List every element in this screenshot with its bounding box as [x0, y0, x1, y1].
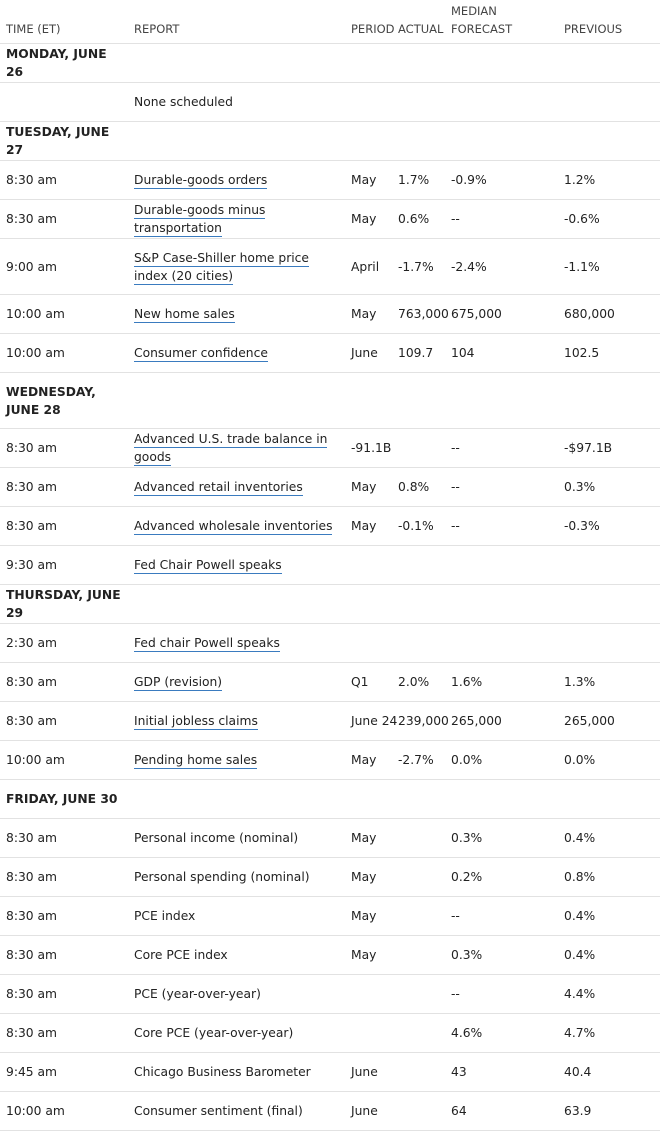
table-row: [0, 1053, 660, 1092]
period-cell: May: [345, 161, 396, 200]
time-cell: 8:30 am: [0, 702, 128, 741]
time-cell: 8:30 am: [0, 161, 128, 200]
previous-cell: -$97.1B: [558, 429, 660, 468]
table-row: [0, 1014, 660, 1053]
report-link[interactable]: Pending home sales: [134, 753, 258, 767]
actual-cell: -0.1%: [396, 507, 449, 546]
table-row: [0, 858, 660, 897]
report-link[interactable]: Durable-goods orders: [134, 173, 268, 187]
empty-cell: [128, 780, 345, 819]
period-cell: -91.1B: [345, 429, 396, 468]
forecast-cell: 64: [449, 1092, 558, 1131]
actual-cell: [396, 429, 449, 468]
previous-cell: 40.4: [558, 1053, 660, 1092]
forecast-cell: 0.3%: [449, 936, 558, 975]
period-cell: May: [345, 741, 396, 780]
forecast-cell: 43: [449, 1053, 558, 1092]
report-cell: [128, 334, 345, 373]
period-cell: May: [345, 295, 396, 334]
empty-cell: [345, 122, 396, 161]
period-cell: [345, 975, 396, 1014]
empty-cell: [449, 780, 558, 819]
table-row: [0, 468, 660, 507]
time-cell: 8:30 am: [0, 897, 128, 936]
empty-cell: [558, 780, 660, 819]
forecast-cell: 0.0%: [449, 741, 558, 780]
report-cell: [128, 295, 345, 334]
table-row: [0, 200, 660, 239]
table-row: [0, 936, 660, 975]
actual-cell: -2.7%: [396, 741, 449, 780]
actual-cell: [396, 897, 449, 936]
report-cell: [128, 702, 345, 741]
report-cell: [128, 1092, 345, 1131]
forecast-cell: --: [449, 507, 558, 546]
previous-cell: 680,000: [558, 295, 660, 334]
report-cell: [128, 936, 345, 975]
table-row: [0, 624, 660, 663]
report-cell: [128, 624, 345, 663]
time-cell: 10:00 am: [0, 334, 128, 373]
time-cell: 2:30 am: [0, 624, 128, 663]
report-name: Core PCE (year-over-year): [134, 1026, 294, 1040]
report-cell: [128, 429, 345, 468]
time-cell: 9:30 am: [0, 546, 128, 585]
period-cell: May: [345, 507, 396, 546]
period-cell: June: [345, 1053, 396, 1092]
table-row: [0, 83, 660, 122]
report-name: Personal income (nominal): [134, 831, 299, 845]
actual-cell: [396, 83, 449, 122]
empty-cell: [128, 44, 345, 83]
day-label: MONDAY, JUNE 26: [0, 44, 128, 83]
calendar-body: [0, 44, 660, 1131]
table-row: [0, 1092, 660, 1131]
forecast-cell: [449, 83, 558, 122]
report-link[interactable]: Durable-goods minus transportation: [134, 203, 266, 235]
report-link[interactable]: Advanced wholesale inventories: [134, 519, 333, 533]
table-row: [0, 161, 660, 200]
report-cell: [128, 663, 345, 702]
actual-cell: 0.6%: [396, 200, 449, 239]
empty-cell: [449, 44, 558, 83]
report-name: None scheduled: [134, 95, 233, 109]
time-cell: 10:00 am: [0, 1092, 128, 1131]
report-cell: [128, 239, 345, 295]
report-name: Personal spending (nominal): [134, 870, 310, 884]
report-cell: [128, 507, 345, 546]
actual-cell: [396, 1014, 449, 1053]
previous-cell: 0.0%: [558, 741, 660, 780]
time-cell: 8:30 am: [0, 468, 128, 507]
actual-cell: [396, 1092, 449, 1131]
day-label: WEDNESDAY, JUNE 28: [0, 373, 128, 429]
previous-cell: 102.5: [558, 334, 660, 373]
empty-cell: [345, 585, 396, 624]
time-cell: 8:30 am: [0, 975, 128, 1014]
empty-cell: [449, 122, 558, 161]
table-row: [0, 507, 660, 546]
table-row: [0, 239, 660, 295]
time-cell: 8:30 am: [0, 1014, 128, 1053]
day-header-row: [0, 122, 660, 161]
report-cell: [128, 468, 345, 507]
report-name: PCE (year-over-year): [134, 987, 261, 1001]
report-name: PCE index: [134, 909, 196, 923]
day-header-row: [0, 44, 660, 83]
forecast-cell: --: [449, 975, 558, 1014]
period-cell: [345, 1014, 396, 1053]
forecast-cell: 0.3%: [449, 819, 558, 858]
actual-cell: 0.8%: [396, 468, 449, 507]
table-row: [0, 702, 660, 741]
actual-cell: 763,000: [396, 295, 449, 334]
forecast-cell: 675,000: [449, 295, 558, 334]
actual-cell: [396, 858, 449, 897]
empty-cell: [558, 44, 660, 83]
empty-cell: [345, 780, 396, 819]
previous-cell: 0.4%: [558, 819, 660, 858]
empty-cell: [396, 585, 449, 624]
day-label: THURSDAY, JUNE 29: [0, 585, 128, 624]
empty-cell: [396, 122, 449, 161]
actual-cell: [396, 1053, 449, 1092]
time-cell: 10:00 am: [0, 741, 128, 780]
forecast-cell: 265,000: [449, 702, 558, 741]
period-cell: Q1: [345, 663, 396, 702]
report-link[interactable]: Fed Chair Powell speaks: [134, 558, 282, 572]
time-cell: 9:00 am: [0, 239, 128, 295]
column-header-actual: ACTUAL: [396, 0, 449, 44]
table-row: [0, 663, 660, 702]
period-cell: May: [345, 858, 396, 897]
time-cell: 8:30 am: [0, 936, 128, 975]
report-name: Chicago Business Barometer: [134, 1065, 311, 1079]
table-row: [0, 334, 660, 373]
forecast-cell: -0.9%: [449, 161, 558, 200]
previous-cell: [558, 624, 660, 663]
forecast-cell: -2.4%: [449, 239, 558, 295]
report-cell: [128, 546, 345, 585]
table-row: [0, 897, 660, 936]
forecast-cell: --: [449, 468, 558, 507]
previous-cell: [558, 546, 660, 585]
empty-cell: [449, 585, 558, 624]
empty-cell: [396, 373, 449, 429]
report-link[interactable]: Advanced U.S. trade balance in goods: [134, 432, 328, 464]
previous-cell: -0.6%: [558, 200, 660, 239]
forecast-cell: --: [449, 200, 558, 239]
forecast-cell: [449, 546, 558, 585]
actual-cell: [396, 546, 449, 585]
header-row: [0, 0, 660, 44]
empty-cell: [128, 585, 345, 624]
actual-cell: -1.7%: [396, 239, 449, 295]
previous-cell: 0.8%: [558, 858, 660, 897]
forecast-cell: 4.6%: [449, 1014, 558, 1053]
period-cell: May: [345, 936, 396, 975]
period-cell: [345, 83, 396, 122]
day-label: TUESDAY, JUNE 27: [0, 122, 128, 161]
period-cell: [345, 546, 396, 585]
table-row: [0, 819, 660, 858]
actual-cell: [396, 936, 449, 975]
actual-cell: 239,000: [396, 702, 449, 741]
time-cell: 8:30 am: [0, 663, 128, 702]
actual-cell: 2.0%: [396, 663, 449, 702]
empty-cell: [558, 373, 660, 429]
previous-cell: [558, 83, 660, 122]
forecast-cell: 1.6%: [449, 663, 558, 702]
previous-cell: 1.3%: [558, 663, 660, 702]
empty-cell: [558, 122, 660, 161]
table-row: [0, 975, 660, 1014]
table-row: [0, 295, 660, 334]
empty-cell: [345, 373, 396, 429]
actual-cell: [396, 975, 449, 1014]
period-cell: June: [345, 1092, 396, 1131]
period-cell: May: [345, 819, 396, 858]
actual-cell: 1.7%: [396, 161, 449, 200]
empty-cell: [396, 780, 449, 819]
time-cell: 8:30 am: [0, 819, 128, 858]
empty-cell: [128, 373, 345, 429]
empty-cell: [449, 373, 558, 429]
time-cell: [0, 83, 128, 122]
report-cell: [128, 897, 345, 936]
previous-cell: 0.4%: [558, 897, 660, 936]
period-cell: May: [345, 468, 396, 507]
previous-cell: -1.1%: [558, 239, 660, 295]
report-cell: [128, 975, 345, 1014]
column-header-period: PERIOD: [345, 0, 396, 44]
previous-cell: 0.4%: [558, 936, 660, 975]
empty-cell: [345, 44, 396, 83]
empty-cell: [128, 122, 345, 161]
report-cell: [128, 1053, 345, 1092]
report-link[interactable]: Advanced retail inventories: [134, 480, 303, 494]
actual-cell: [396, 624, 449, 663]
report-cell: [128, 161, 345, 200]
previous-cell: 0.3%: [558, 468, 660, 507]
report-link[interactable]: Fed chair Powell speaks: [134, 636, 280, 650]
report-cell: [128, 819, 345, 858]
day-header-row: [0, 373, 660, 429]
actual-cell: [396, 819, 449, 858]
day-header-row: [0, 780, 660, 819]
previous-cell: 4.4%: [558, 975, 660, 1014]
report-link[interactable]: S&P Case-Shiller home price index (20 cities): [134, 250, 310, 283]
time-cell: 10:00 am: [0, 295, 128, 334]
empty-cell: [558, 585, 660, 624]
column-header-previous: PREVIOUS: [558, 0, 660, 44]
column-header-time: TIME (ET): [0, 0, 128, 44]
table-row: [0, 741, 660, 780]
report-link[interactable]: GDP (revision): [134, 675, 223, 689]
time-cell: 9:45 am: [0, 1053, 128, 1092]
forecast-cell: --: [449, 429, 558, 468]
forecast-cell: 0.2%: [449, 858, 558, 897]
table-row: [0, 546, 660, 585]
previous-cell: 265,000: [558, 702, 660, 741]
empty-cell: [396, 44, 449, 83]
report-name: Core PCE index: [134, 948, 228, 962]
previous-cell: 63.9: [558, 1092, 660, 1131]
report-link[interactable]: New home sales: [134, 307, 235, 321]
actual-cell: 109.7: [396, 334, 449, 373]
period-cell: May: [345, 200, 396, 239]
report-cell: [128, 741, 345, 780]
period-cell: June: [345, 334, 396, 373]
report-cell: [128, 1014, 345, 1053]
report-link[interactable]: Consumer confidence: [134, 346, 268, 360]
column-header-forecast: MEDIAN FORECAST: [449, 0, 558, 44]
forecast-cell: 104: [449, 334, 558, 373]
forecast-cell: [449, 624, 558, 663]
report-cell: [128, 200, 345, 239]
day-label: FRIDAY, JUNE 30: [0, 780, 128, 819]
period-cell: [345, 624, 396, 663]
time-cell: 8:30 am: [0, 429, 128, 468]
period-cell: April: [345, 239, 396, 295]
column-header-report: REPORT: [128, 0, 345, 44]
day-header-row: [0, 585, 660, 624]
report-name: Consumer sentiment (final): [134, 1104, 303, 1118]
period-cell: June 24: [345, 702, 396, 741]
report-cell: [128, 858, 345, 897]
time-cell: 8:30 am: [0, 507, 128, 546]
table-row: [0, 429, 660, 468]
report-link[interactable]: Initial jobless claims: [134, 714, 258, 728]
period-cell: May: [345, 897, 396, 936]
time-cell: 8:30 am: [0, 858, 128, 897]
forecast-cell: --: [449, 897, 558, 936]
time-cell: 8:30 am: [0, 200, 128, 239]
previous-cell: 4.7%: [558, 1014, 660, 1053]
previous-cell: 1.2%: [558, 161, 660, 200]
previous-cell: -0.3%: [558, 507, 660, 546]
report-cell: [128, 83, 345, 122]
